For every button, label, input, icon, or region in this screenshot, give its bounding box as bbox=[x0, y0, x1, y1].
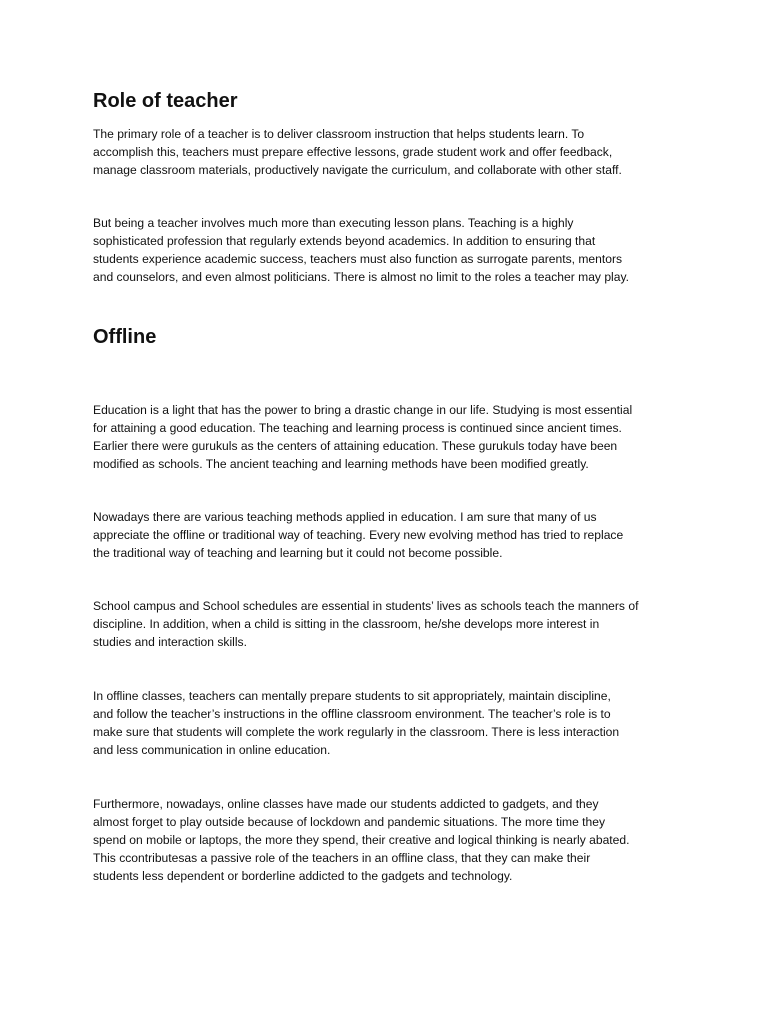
paragraph-line: for attaining a good education. The teaching and learning process is continued since ancient times. bbox=[93, 421, 622, 435]
paragraph-primary-role bbox=[93, 125, 683, 179]
paragraph-line: Furthermore, nowadays, online classes have made our students addicted to gadgets, and they bbox=[93, 797, 599, 811]
paragraph-online-gadgets bbox=[93, 795, 683, 885]
paragraph-line: accomplish this, teachers must prepare effective lessons, grade student work and offer feedback, bbox=[93, 145, 613, 159]
paragraph-line: The primary role of a teacher is to deliver classroom instruction that helps students learn. To bbox=[93, 127, 585, 141]
paragraph-line: manage classroom materials, productively navigate the curriculum, and collaborate with other staff. bbox=[93, 163, 622, 177]
paragraph-line: sophisticated profession that regularly extends beyond academics. In addition to ensuring that bbox=[93, 234, 596, 248]
paragraph-line: students experience academic success, teachers must also function as surrogate parents, mentors bbox=[93, 252, 623, 266]
paragraph-line: the traditional way of teaching and learning but it could not become possible. bbox=[93, 546, 503, 560]
heading-offline: Offline bbox=[93, 326, 157, 348]
paragraph-line: modified as schools. The ancient teaching and learning methods have been modified greatly. bbox=[93, 457, 589, 471]
paragraph-beyond-lesson-plans bbox=[93, 214, 683, 286]
paragraph-line: This ccontributesas a passive role of the teachers in an offline class, that they can make their bbox=[93, 851, 591, 865]
paragraph-line: students less dependent or borderline addicted to the gadgets and technology. bbox=[93, 869, 513, 883]
paragraph-line: spend on mobile or laptops, the more they spend, their creative and logical thinking is nearly abated. bbox=[93, 833, 630, 847]
paragraph-line: School campus and School schedules are essential in students’ lives as schools teach the manners of bbox=[93, 599, 639, 613]
paragraph-line: make sure that students will complete the work regularly in the classroom. There is less interaction bbox=[93, 725, 620, 739]
paragraph-line: appreciate the offline or traditional way of teaching. Every new evolving method has tried to replace bbox=[93, 528, 624, 542]
paragraph-line: studies and interaction skills. bbox=[93, 635, 247, 649]
paragraph-line: and follow the teacher’s instructions in the offline classroom environment. The teacher’s role is to bbox=[93, 707, 611, 721]
paragraph-line: almost forget to play outside because of lockdown and pandemic situations. The more time they bbox=[93, 815, 606, 829]
paragraph-line: Earlier there were gurukuls as the centers of attaining education. These gurukuls today have been bbox=[93, 439, 618, 453]
paragraph-line: Nowadays there are various teaching methods applied in education. I am sure that many of us bbox=[93, 510, 597, 524]
paragraph-school-campus bbox=[93, 597, 683, 651]
paragraph-teaching-methods bbox=[93, 508, 683, 562]
paragraph-line: and counselors, and even almost politicians. There is almost no limit to the roles a teacher may play. bbox=[93, 270, 629, 284]
paragraph-offline-classes bbox=[93, 687, 683, 759]
paragraph-line: Education is a light that has the power to bring a drastic change in our life. Studying is most essential bbox=[93, 403, 633, 417]
paragraph-education-light bbox=[93, 401, 683, 473]
paragraph-line: But being a teacher involves much more than executing lesson plans. Teaching is a highly bbox=[93, 216, 574, 230]
paragraph-line: and less communication in online education. bbox=[93, 743, 331, 757]
paragraph-line: In offline classes, teachers can mentally prepare students to sit appropriately, maintain discipline, bbox=[93, 689, 611, 703]
paragraph-line: discipline. In addition, when a child is sitting in the classroom, he/she develops more interest in bbox=[93, 617, 600, 631]
heading-role-of-teacher: Role of teacher bbox=[93, 90, 238, 112]
